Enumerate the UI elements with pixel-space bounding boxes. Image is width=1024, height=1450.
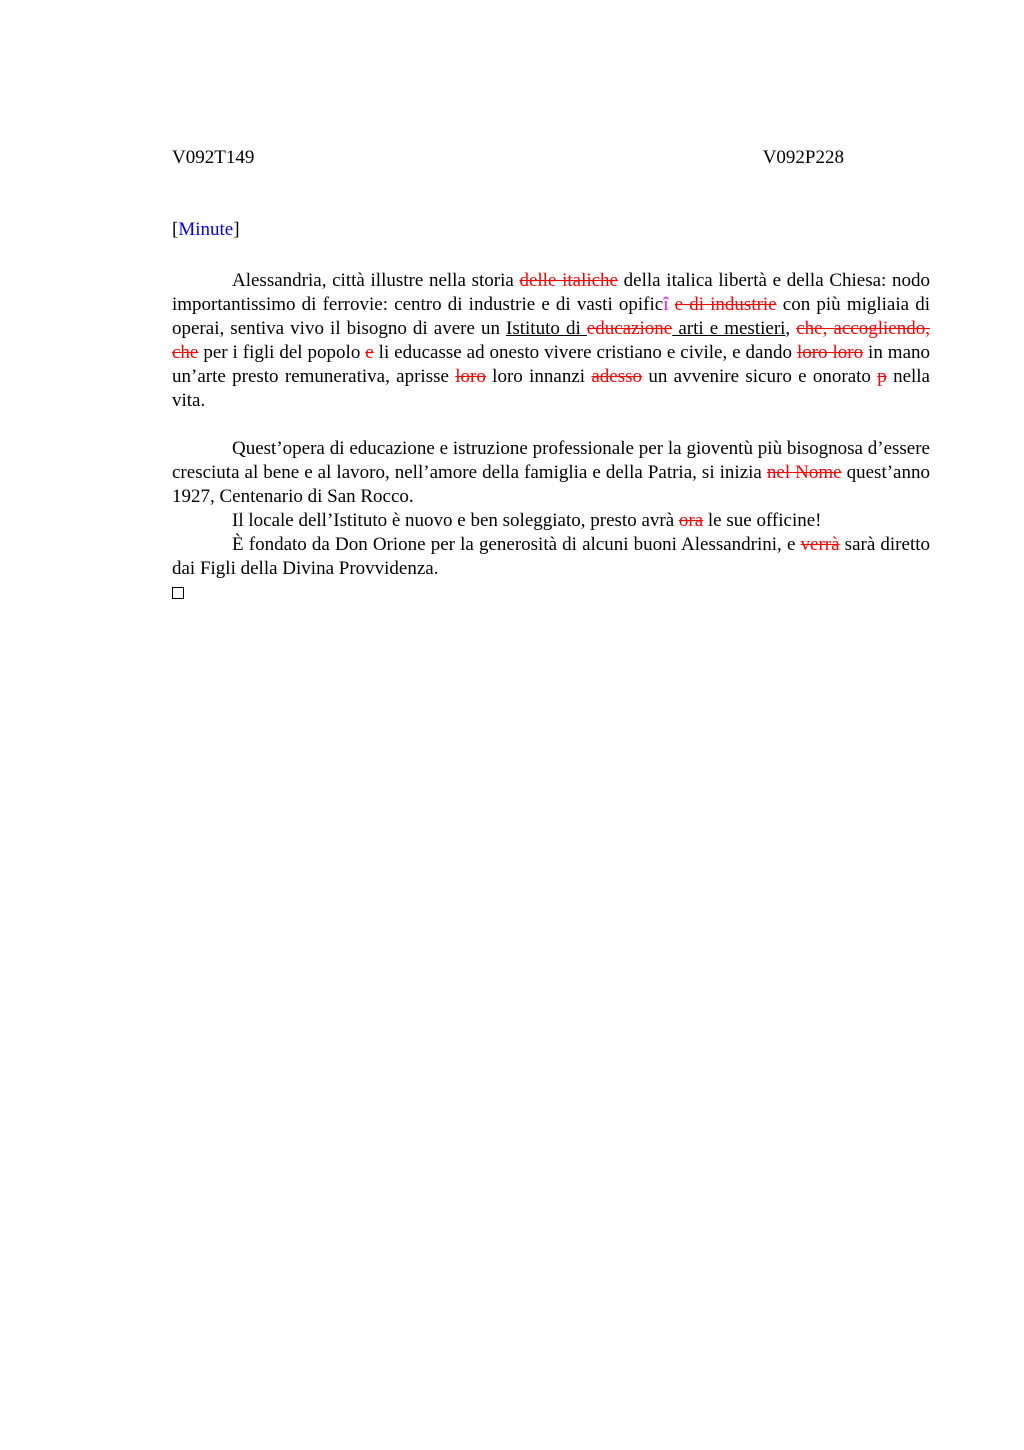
text-segment: le sue officine! <box>703 510 822 531</box>
text-segment: Quest’opera di educazione e istruzione professionale per la gioventù più bisognosa d’essere cresciuta al bene e al lavoro, nell’amore della famiglia e della Patria, si inizia <box>172 438 930 483</box>
paragraph-2 <box>172 437 930 509</box>
deleted-text: che, accogliendo, che <box>172 318 930 363</box>
end-of-text-marker <box>172 581 930 605</box>
deleted-text: loro <box>455 366 486 387</box>
deleted-text: verrà <box>800 534 840 555</box>
square-outline-icon <box>172 587 184 599</box>
deleted-text: nel Nome <box>766 462 842 483</box>
underlined-text: arti e mestieri <box>672 318 786 339</box>
deleted-text: ora <box>678 510 704 531</box>
deleted-text: loro loro <box>796 342 864 363</box>
deleted-text: p <box>877 366 887 387</box>
label-close-bracket: ] <box>233 219 240 240</box>
text-segment: nella vita. <box>172 366 930 411</box>
deleted-text: adesso <box>591 366 643 387</box>
section-label <box>172 217 930 243</box>
deleted-text: educazione <box>586 318 673 339</box>
text-segment: in mano un’arte presto remunerativa, aprisse <box>172 342 931 387</box>
text-segment: sarà diretto dai Figli della Divina Provvidenza. <box>172 534 930 579</box>
label-text: Minute <box>178 219 234 240</box>
document-page <box>172 145 930 605</box>
text-segment: della italica libertà e della Chiesa: nodo importantissimo di ferrovie: centro di industrie e di vasti opific <box>172 270 930 315</box>
text-segment: li educasse ad onesto vivere cristiano e civile, e dando <box>373 342 797 363</box>
text-segment: per i figli del popolo <box>198 342 366 363</box>
inserted-mark: î <box>663 294 669 315</box>
text-segment: con più migliaia di operai, sentiva vivo il bisogno di avere un <box>172 294 931 339</box>
text-segment: Alessandria, città illustre nella storia <box>232 270 520 291</box>
underlined-text: Istituto di <box>506 318 587 339</box>
text-segment: quest’anno 1927, Centenario di San Rocco. <box>172 462 930 507</box>
text-segment: loro innanzi <box>485 366 592 387</box>
text-segment: Il locale dell’Istituto è nuovo e ben soleggiato, presto avrà <box>232 510 679 531</box>
text-segment: È fondato da Don Orione per la generosità di alcuni buoni Alessandrini, e <box>232 534 801 555</box>
deleted-text: delle italiche <box>519 270 618 291</box>
deleted-text: e <box>365 342 374 363</box>
label-open-bracket: [ <box>172 219 179 240</box>
paragraph-4 <box>172 533 930 581</box>
document-header <box>172 145 844 171</box>
text-segment: un avvenire sicuro e onorato <box>642 366 878 387</box>
paragraph-1 <box>172 269 930 413</box>
header-right-code: V092P228 <box>762 147 844 168</box>
header-left-code: V092T149 <box>172 147 255 168</box>
deleted-text: e di industrie <box>674 294 777 315</box>
text-segment: , <box>785 318 797 339</box>
paragraph-3 <box>172 509 930 533</box>
